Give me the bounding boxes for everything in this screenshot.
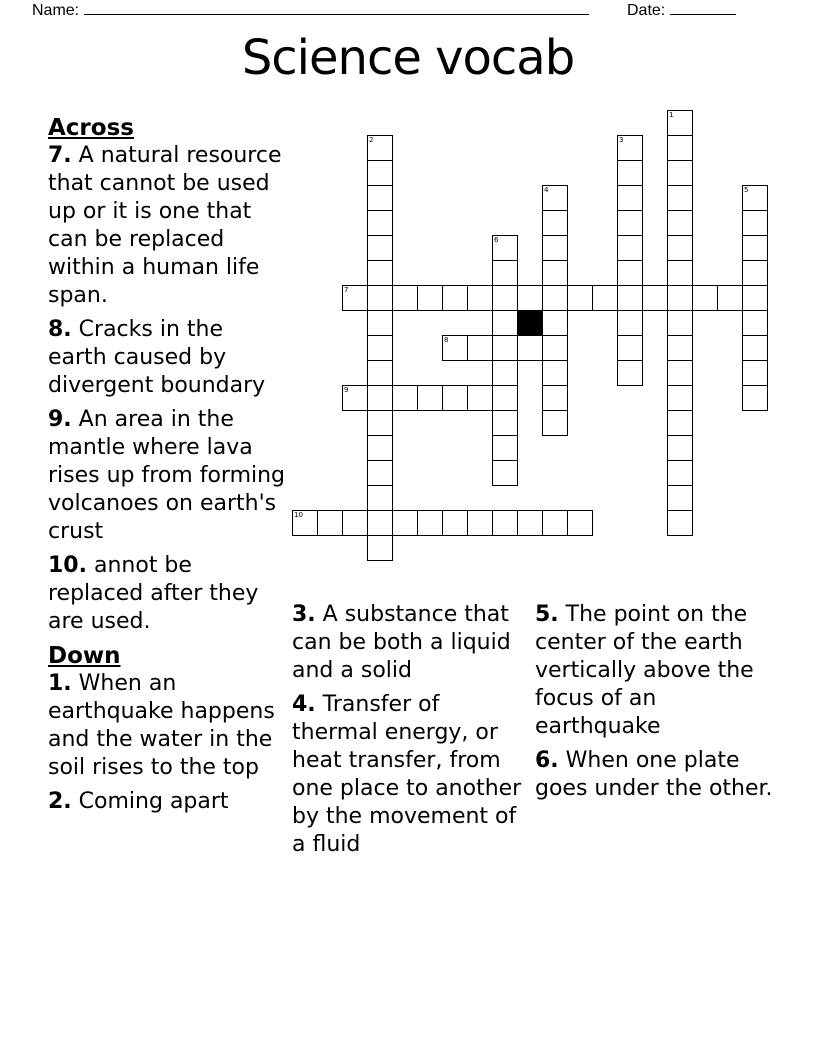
- grid-cell[interactable]: [742, 335, 768, 361]
- clues-column-1: [48, 114, 288, 822]
- grid-cell[interactable]: [592, 285, 618, 311]
- cell-number: 3: [619, 136, 624, 144]
- grid-cell[interactable]: [292, 510, 318, 536]
- grid-cell[interactable]: [742, 360, 768, 386]
- grid-cell[interactable]: [492, 335, 518, 361]
- clue-down-5: [535, 601, 775, 741]
- clue-text: A natural resource that cannot be used up or it is one that can be replaced within a human life span.: [48, 143, 282, 308]
- grid-cell[interactable]: [442, 335, 468, 361]
- down-heading: Down: [48, 643, 121, 669]
- grid-cell[interactable]: [617, 210, 643, 236]
- clue-text: When an earthquake happens and the water in the soil rises to the top: [48, 671, 275, 780]
- grid-cell[interactable]: [367, 435, 393, 461]
- grid-cell[interactable]: [367, 485, 393, 511]
- grid-cell[interactable]: [367, 410, 393, 436]
- grid-cell[interactable]: [342, 510, 368, 536]
- grid-cell[interactable]: [392, 510, 418, 536]
- grid-cell[interactable]: [367, 385, 393, 411]
- grid-cell[interactable]: [417, 285, 443, 311]
- grid-cell[interactable]: [667, 310, 693, 336]
- grid-cell[interactable]: [542, 360, 568, 386]
- grid-cell[interactable]: [417, 510, 443, 536]
- grid-cell[interactable]: [492, 360, 518, 386]
- grid-cell[interactable]: [367, 285, 393, 311]
- grid-cell[interactable]: [617, 235, 643, 261]
- grid-cell[interactable]: [742, 385, 768, 411]
- clue-number: 9.: [48, 407, 72, 432]
- clue-text: An area in the mantle where lava rises up from forming volcanoes on earth's crust: [48, 407, 286, 544]
- grid-cell[interactable]: [617, 335, 643, 361]
- grid-cell[interactable]: [617, 260, 643, 286]
- crossword-grid: [292, 110, 792, 560]
- clue-down-4: [292, 691, 532, 859]
- grid-cell[interactable]: [317, 510, 343, 536]
- clue-across-9: [48, 406, 288, 546]
- date-field[interactable]: [627, 0, 736, 20]
- clue-across-8: [48, 316, 288, 400]
- clue-number: 10.: [48, 553, 87, 578]
- cell-number: 2: [369, 136, 374, 144]
- grid-cell[interactable]: [717, 285, 743, 311]
- grid-cell[interactable]: [367, 335, 393, 361]
- grid-cell[interactable]: [367, 535, 393, 561]
- grid-cell[interactable]: [367, 185, 393, 211]
- grid-cell[interactable]: [542, 510, 568, 536]
- grid-cell[interactable]: [667, 135, 693, 161]
- grid-cell[interactable]: [642, 285, 668, 311]
- clue-number: 1.: [48, 671, 72, 696]
- grid-cell[interactable]: [542, 410, 568, 436]
- clue-number: 2.: [48, 789, 72, 814]
- grid-cell[interactable]: [742, 285, 768, 311]
- clue-text: The point on the center of the earth vertically above the focus of an earthquake: [535, 602, 754, 739]
- grid-cell[interactable]: [542, 185, 568, 211]
- clue-number: 4.: [292, 692, 316, 717]
- grid-cell[interactable]: [667, 435, 693, 461]
- grid-cell[interactable]: [492, 235, 518, 261]
- grid-cell[interactable]: [667, 460, 693, 486]
- grid-cell[interactable]: [517, 285, 543, 311]
- grid-cell[interactable]: [667, 160, 693, 186]
- grid-cell[interactable]: [492, 460, 518, 486]
- grid-cell[interactable]: [667, 285, 693, 311]
- grid-cell[interactable]: [367, 135, 393, 161]
- grid-cell[interactable]: [667, 410, 693, 436]
- cell-number: 5: [744, 186, 749, 194]
- grid-cell[interactable]: [542, 310, 568, 336]
- clue-text: Cracks in the earth caused by divergent boundary: [48, 317, 266, 398]
- grid-cell[interactable]: [392, 385, 418, 411]
- grid-cell[interactable]: [667, 485, 693, 511]
- grid-cell[interactable]: [742, 310, 768, 336]
- cell-number: 6: [494, 236, 499, 244]
- grid-cell[interactable]: [517, 335, 543, 361]
- grid-cell[interactable]: [542, 210, 568, 236]
- grid-cell[interactable]: [667, 235, 693, 261]
- grid-cell[interactable]: [667, 385, 693, 411]
- clues-column-3: [535, 601, 775, 809]
- grid-cell[interactable]: [692, 285, 718, 311]
- cell-number: 4: [544, 186, 549, 194]
- grid-cell[interactable]: [392, 285, 418, 311]
- clue-number: 5.: [535, 602, 559, 627]
- grid-cell[interactable]: [567, 510, 593, 536]
- grid-cell[interactable]: [742, 260, 768, 286]
- clue-across-7: [48, 142, 288, 310]
- cell-number: 10: [294, 511, 303, 519]
- cell-number: 7: [344, 286, 349, 294]
- grid-cell[interactable]: [617, 310, 643, 336]
- grid-cell[interactable]: [367, 260, 393, 286]
- clue-across-10: [48, 552, 288, 636]
- grid-cell[interactable]: [742, 210, 768, 236]
- clue-text: When one plate goes under the other.: [535, 748, 773, 801]
- date-line[interactable]: [670, 0, 736, 15]
- grid-cell[interactable]: [517, 510, 543, 536]
- cell-number: 8: [444, 336, 449, 344]
- grid-cell[interactable]: [617, 185, 643, 211]
- grid-cell[interactable]: [342, 285, 368, 311]
- grid-cell[interactable]: [467, 385, 493, 411]
- grid-cell[interactable]: [492, 260, 518, 286]
- name-field[interactable]: [32, 0, 589, 20]
- grid-cell[interactable]: [367, 460, 393, 486]
- clues-column-2: [292, 601, 532, 865]
- grid-cell[interactable]: [617, 135, 643, 161]
- page-title: Science vocab: [241, 30, 575, 86]
- clue-number: 6.: [535, 748, 559, 773]
- grid-cell[interactable]: [442, 285, 468, 311]
- grid-cell[interactable]: [742, 235, 768, 261]
- grid-cell[interactable]: [467, 510, 493, 536]
- grid-cell[interactable]: [492, 435, 518, 461]
- grid-cell[interactable]: [667, 360, 693, 386]
- grid-cell[interactable]: [442, 385, 468, 411]
- grid-cell[interactable]: [667, 210, 693, 236]
- cell-number: 9: [344, 386, 349, 394]
- black-cell: [517, 310, 543, 336]
- grid-cell[interactable]: [492, 510, 518, 536]
- clue-text: Transfer of thermal energy, or heat transfer, from one place to another by the movement of a fluid: [292, 692, 522, 857]
- grid-cell[interactable]: [367, 160, 393, 186]
- grid-cell[interactable]: [542, 335, 568, 361]
- clue-text: A substance that can be both a liquid and a solid: [292, 602, 511, 683]
- grid-cell[interactable]: [617, 360, 643, 386]
- date-label: Date:: [627, 2, 666, 19]
- name-label: Name:: [32, 2, 80, 19]
- grid-cell[interactable]: [442, 510, 468, 536]
- clue-down-3: [292, 601, 532, 685]
- grid-cell[interactable]: [492, 285, 518, 311]
- grid-cell[interactable]: [367, 310, 393, 336]
- grid-cell[interactable]: [667, 110, 693, 136]
- name-line[interactable]: [84, 0, 589, 15]
- grid-cell[interactable]: [617, 160, 643, 186]
- grid-cell[interactable]: [467, 335, 493, 361]
- grid-cell[interactable]: [567, 285, 593, 311]
- grid-cell[interactable]: [742, 185, 768, 211]
- clue-down-6: [535, 747, 775, 803]
- grid-cell[interactable]: [417, 385, 443, 411]
- clue-number: 8.: [48, 317, 72, 342]
- grid-cell[interactable]: [542, 260, 568, 286]
- clue-number: 3.: [292, 602, 316, 627]
- grid-cell[interactable]: [542, 385, 568, 411]
- clue-text: annot be replaced after they are used.: [48, 553, 259, 634]
- clue-number: 7.: [48, 143, 72, 168]
- grid-cell[interactable]: [367, 360, 393, 386]
- grid-cell[interactable]: [542, 285, 568, 311]
- grid-cell[interactable]: [342, 385, 368, 411]
- grid-cell[interactable]: [667, 335, 693, 361]
- clue-text: Coming apart: [78, 789, 229, 814]
- grid-cell[interactable]: [367, 235, 393, 261]
- grid-cell[interactable]: [667, 185, 693, 211]
- grid-cell[interactable]: [617, 285, 643, 311]
- grid-cell[interactable]: [492, 385, 518, 411]
- clue-down-2: [48, 788, 288, 816]
- grid-cell[interactable]: [667, 260, 693, 286]
- grid-cell[interactable]: [667, 510, 693, 536]
- grid-cell[interactable]: [492, 410, 518, 436]
- grid-cell[interactable]: [542, 235, 568, 261]
- grid-cell[interactable]: [492, 310, 518, 336]
- grid-cell[interactable]: [467, 285, 493, 311]
- cell-number: 1: [669, 111, 674, 119]
- clue-down-1: [48, 670, 288, 782]
- grid-cell[interactable]: [367, 210, 393, 236]
- across-heading: Across: [48, 115, 134, 141]
- grid-cell[interactable]: [367, 510, 393, 536]
